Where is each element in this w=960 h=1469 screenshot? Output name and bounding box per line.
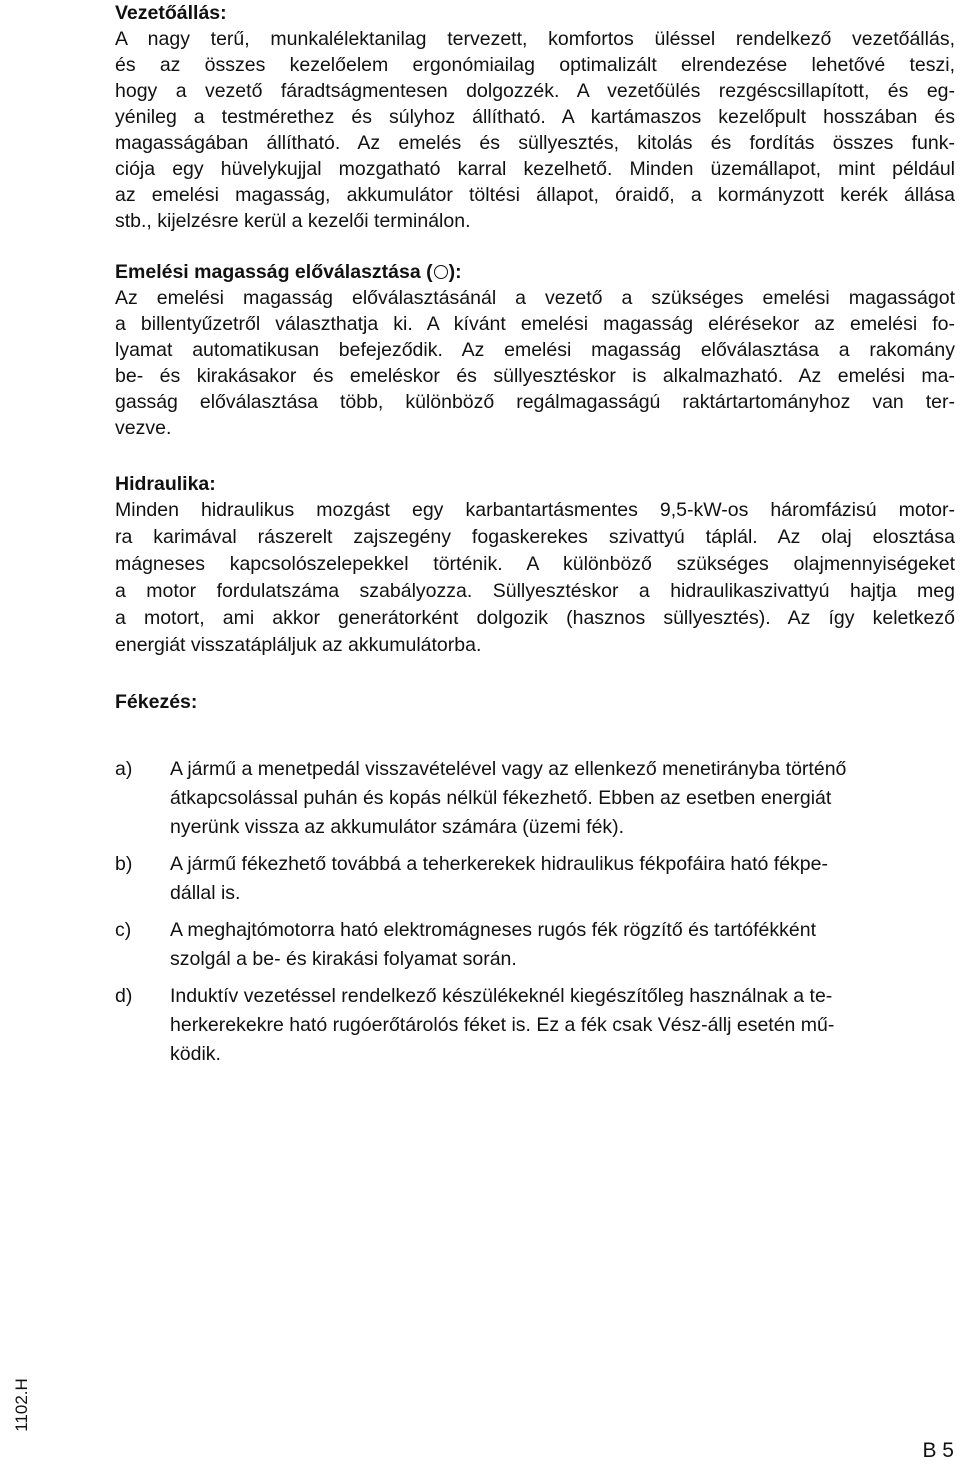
list-item — [115, 850, 955, 908]
text-line: az emelési magasság, akkumulátor töltési állapot, óraidő, a kormányzott kerék állása — [115, 184, 955, 206]
section-hydraulics — [115, 471, 955, 659]
text-line: Minden hidraulikus mozgást egy karbantartásmentes 9,5-kW-os háromfázisú motor- — [115, 499, 955, 521]
section-paragraph — [115, 26, 955, 234]
section-braking — [115, 689, 955, 1069]
text-line: A meghajtómotorra ható elektromágneses rugós fék rögzítő és tartófékként — [170, 919, 817, 941]
text-line: A jármű fékezhető továbbá a teherkerekek hidraulikus fékpofáira ható fékpe- — [170, 853, 828, 875]
document-body — [115, 0, 955, 1077]
list-text — [170, 850, 955, 908]
document-code: 1102.H — [12, 1378, 31, 1432]
list-marker: b) — [115, 853, 133, 875]
text-line: hogy a vezető fáradtságmentesen dolgozzék. A vezetőülés rezgéscsillapított, és eg- — [115, 80, 955, 102]
section-driver — [115, 0, 955, 234]
list-marker: d) — [115, 985, 133, 1007]
text-line: a billentyűzetről választhatja ki. A kívánt emelési magasság elérésekor az emelési fo- — [115, 313, 955, 335]
text-line: Induktív vezetéssel rendelkező készülékeknél kiegészítőleg használnak a te- — [170, 985, 833, 1007]
list-marker: c) — [115, 919, 132, 941]
text-line: a motort, ami akkor generátorként dolgozik (hasznos süllyesztés). Az így keletkező — [115, 607, 955, 629]
section-heading — [115, 259, 955, 285]
section-heading: Fékezés: — [115, 691, 198, 713]
text-line: A jármű a menetpedál visszavételével vagy az ellenkező menetirányba történő — [170, 758, 847, 780]
circle-icon — [434, 265, 448, 279]
text-line: yénileg a testmérethez és súlyhoz állítható. A kartámaszos kezelőpult hosszában és — [115, 106, 955, 128]
text-line: A nagy terű, munkalélektanilag tervezett, komfortos üléssel rendelkező vezetőállás, — [115, 28, 955, 50]
section-heading: Hidraulika: — [115, 473, 216, 495]
text-line: mágneses kapcsolószelepekkel történik. A különböző szükséges olajmennyiségeket — [115, 553, 955, 575]
braking-list — [115, 755, 955, 1069]
list-text — [170, 916, 955, 974]
text-line: stb., kijelzésre kerül a kezelői terminálon. — [115, 210, 471, 232]
heading-suffix: ): — [448, 261, 462, 283]
text-line: be- és kirakásakor és emeléskor és süllyesztéskor is alkalmazható. Az emelési ma- — [115, 365, 955, 387]
heading-prefix: Emelési magasság előválasztása ( — [115, 261, 433, 283]
text-line: és az összes kezelőelem ergonómiailag optimalizált elrendezése lehetővé teszi, — [115, 54, 955, 76]
text-line: ciója egy hüvelykujjal mozgatható karral kezelhető. Minden üzemállapot, mint például — [115, 158, 955, 180]
list-text — [170, 982, 955, 1069]
list-item — [115, 916, 955, 974]
text-line: ra karimával rászerelt zajszegény fogaskerekes szivattyú táplál. Az olaj elosztása — [115, 526, 955, 548]
text-line: dállal is. — [170, 882, 241, 904]
text-line: vezve. — [115, 417, 172, 439]
section-paragraph — [115, 285, 955, 441]
text-line: magasságában állítható. Az emelés és süllyesztés, kitolás és fordítás összes funk- — [115, 132, 955, 154]
text-line: nyerünk vissza az akkumulátor számára (üzemi fék). — [170, 816, 625, 838]
text-line: energiát visszatápláljuk az akkumulátorba. — [115, 634, 482, 656]
list-item — [115, 755, 955, 842]
page-number: B 5 — [922, 1439, 954, 1462]
text-line: átkapcsolással puhán és kopás nélkül fékezhető. Ebben az esetben energiát — [170, 787, 832, 809]
text-line: lyamat automatikusan befejeződik. Az emelési magasság előválasztása a rakomány — [115, 339, 955, 361]
text-line: ködik. — [170, 1043, 221, 1065]
text-line: a motor fordulatszáma szabályozza. Süllyesztéskor a hidraulikaszivattyú hajtja meg — [115, 580, 955, 602]
list-item — [115, 982, 955, 1069]
text-line: herkerekekre ható rugóerőtárolós féket is. Ez a fék csak Vész-állj esetén mű- — [170, 1014, 835, 1036]
section-lift-preselection — [115, 259, 955, 441]
text-line: gasság előválasztása több, különböző regálmagasságú raktártartományhoz van ter- — [115, 391, 955, 413]
list-marker: a) — [115, 758, 133, 780]
section-paragraph — [115, 497, 955, 659]
section-heading: Vezetőállás: — [115, 2, 227, 24]
text-line: szolgál a be- és kirakási folyamat során. — [170, 948, 517, 970]
list-text — [170, 755, 955, 842]
text-line: Az emelési magasság előválasztásánál a vezető a szükséges emelési magasságot — [115, 287, 955, 309]
